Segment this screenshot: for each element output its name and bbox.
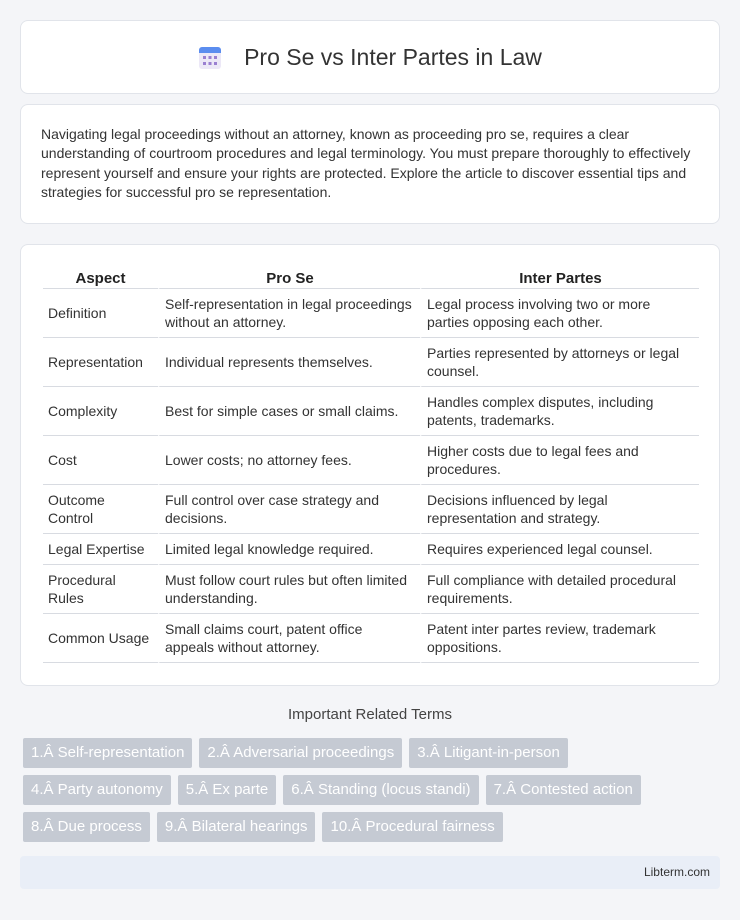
cell-aspect: Procedural Rules — [43, 565, 158, 614]
footer-site-link[interactable]: Libterm.com — [643, 865, 710, 879]
header-card — [20, 20, 720, 94]
related-term-tag[interactable]: 8.Â Due process — [23, 812, 150, 842]
cell-inter-partes: Requires experienced legal counsel. — [420, 534, 699, 565]
cell-aspect: Cost — [43, 436, 158, 485]
cell-aspect: Representation — [43, 338, 158, 387]
table-row — [43, 485, 699, 534]
related-term-tag[interactable]: 3.Â Litigant-in-person — [409, 738, 568, 768]
cell-inter-partes: Parties represented by attorneys or legal counsel. — [420, 338, 699, 387]
column-header-inter-partes: Inter Partes — [420, 263, 699, 289]
related-term-tag[interactable]: 10.Â Procedural fairness — [322, 812, 502, 842]
table-row — [43, 614, 699, 663]
footer — [20, 856, 720, 889]
cell-inter-partes: Higher costs due to legal fees and procedures. — [420, 436, 699, 485]
intro-text: Navigating legal proceedings without an attorney, known as proceeding pro se, requires a clear understanding of courtroom procedures and legal terminology. You must prepare thoroughly to effectively represent yourself and ensure your rights are protected. Explore the article to discover essential tips and strategies for successful pro se representation. — [41, 126, 691, 201]
related-term-tag[interactable]: 4.Â Party autonomy — [23, 775, 171, 805]
cell-pro-se: Limited legal knowledge required. — [158, 534, 420, 565]
cell-inter-partes: Handles complex disputes, including patents, trademarks. — [420, 387, 699, 436]
cell-pro-se: Individual represents themselves. — [158, 338, 420, 387]
cell-aspect: Outcome Control — [43, 485, 158, 534]
cell-aspect: Definition — [43, 289, 158, 338]
related-terms-title: Important Related Terms — [288, 706, 452, 723]
intro-card — [20, 104, 720, 224]
table-row — [43, 534, 699, 565]
table-row — [43, 436, 699, 485]
cell-inter-partes: Legal process involving two or more parties opposing each other. — [420, 289, 699, 338]
cell-inter-partes: Full compliance with detailed procedural requirements. — [420, 565, 699, 614]
table-row — [43, 387, 699, 436]
comparison-table — [43, 263, 699, 663]
table-row — [43, 565, 699, 614]
column-header-aspect: Aspect — [43, 263, 158, 289]
page-title: Pro Se vs Inter Partes in Law — [244, 43, 542, 70]
related-term-tag[interactable]: 9.Â Bilateral hearings — [157, 812, 316, 842]
related-term-tag[interactable]: 2.Â Adversarial proceedings — [199, 738, 402, 768]
cell-pro-se: Small claims court, patent office appeals without attorney. — [158, 614, 420, 663]
cell-inter-partes: Decisions influenced by legal representation and strategy. — [420, 485, 699, 534]
cell-pro-se: Full control over case strategy and decisions. — [158, 485, 420, 534]
table-row — [43, 338, 699, 387]
related-term-tag[interactable]: 7.Â Contested action — [486, 775, 641, 805]
table-row — [43, 289, 699, 338]
related-term-tag[interactable]: 1.Â Self-representation — [23, 738, 192, 768]
cell-pro-se: Must follow court rules but often limited understanding. — [158, 565, 420, 614]
cell-aspect: Complexity — [43, 387, 158, 436]
cell-pro-se: Best for simple cases or small claims. — [158, 387, 420, 436]
related-term-tag[interactable]: 6.Â Standing (locus standi) — [283, 775, 478, 805]
cell-inter-partes: Patent inter partes review, trademark oppositions. — [420, 614, 699, 663]
related-terms-list — [23, 738, 713, 842]
cell-aspect: Legal Expertise — [43, 534, 158, 565]
cell-aspect: Common Usage — [43, 614, 158, 663]
calendar-icon — [198, 44, 222, 70]
cell-pro-se: Lower costs; no attorney fees. — [158, 436, 420, 485]
cell-pro-se: Self-representation in legal proceedings without an attorney. — [158, 289, 420, 338]
comparison-table-card — [20, 244, 720, 686]
column-header-pro-se: Pro Se — [158, 263, 420, 289]
related-term-tag[interactable]: 5.Â Ex parte — [178, 775, 277, 805]
